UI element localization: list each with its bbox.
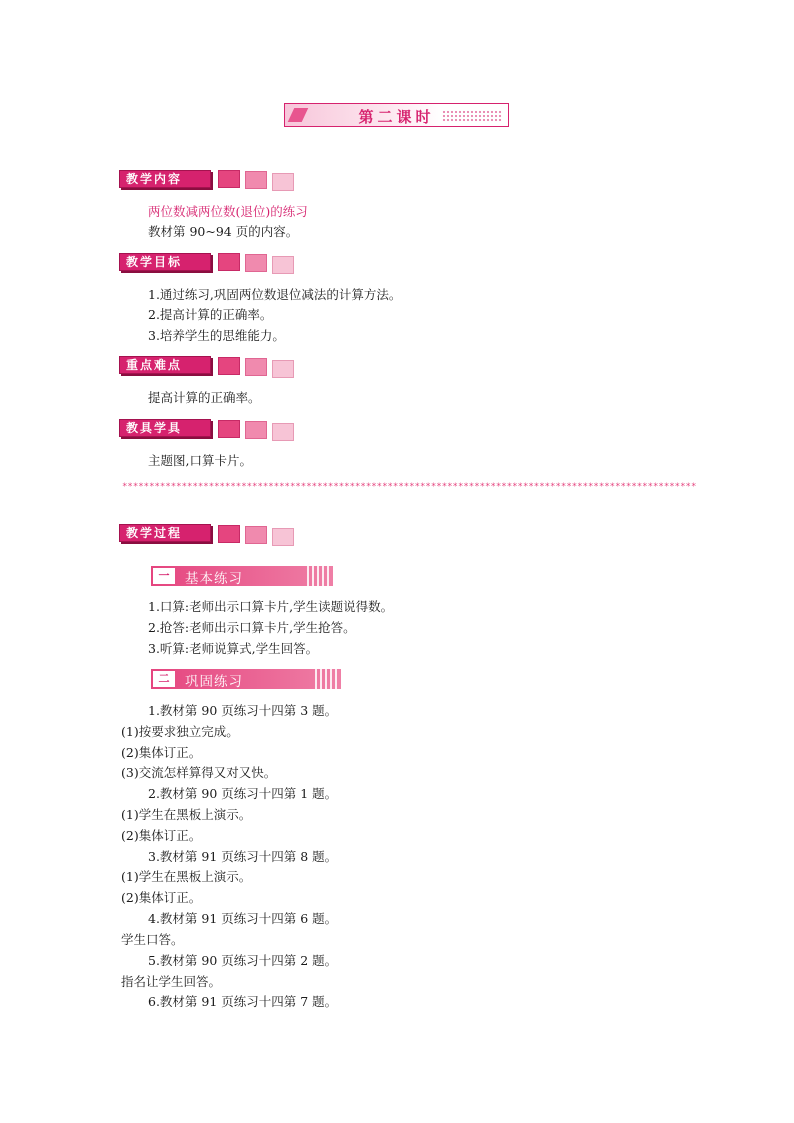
exercise-item: 4.教材第 91 页练习十四第 6 题。 xyxy=(148,911,338,926)
part-label: 巩固练习 xyxy=(185,674,243,690)
exercise-step: (1)学生在黑板上演示。 xyxy=(121,869,252,884)
exercise-item: 2.教材第 90 页练习十四第 1 题。 xyxy=(148,786,338,801)
part-header-stripes xyxy=(307,566,331,586)
section-header-square xyxy=(272,256,294,274)
part-header-basic-practice xyxy=(151,566,333,586)
section-header-square xyxy=(218,420,240,438)
part-header-stripes xyxy=(315,669,339,689)
lesson-title: 第二课时 xyxy=(358,108,435,126)
section-header-square xyxy=(218,357,240,375)
section-header-square xyxy=(245,254,267,272)
section-header-square xyxy=(218,253,240,271)
section-header-square xyxy=(272,423,294,441)
exercise-step: (2)集体订正。 xyxy=(121,890,202,905)
content-pages: 教材第 90~94 页的内容。 xyxy=(148,224,299,239)
exercise-item: 3.教材第 91 页练习十四第 8 题。 xyxy=(148,849,338,864)
exercise-step: (2)集体订正。 xyxy=(121,745,202,760)
part-label: 基本练习 xyxy=(185,571,243,587)
section-header-square xyxy=(272,173,294,191)
tools-text: 主题图,口算卡片。 xyxy=(148,453,252,468)
section-header-square xyxy=(245,358,267,376)
practice-item: 1.口算:老师出示口算卡片,学生读题说得数。 xyxy=(148,599,394,614)
section-header-square xyxy=(245,526,267,544)
section-divider: ********************************************************************************************************** xyxy=(122,482,697,490)
part-number: 二 xyxy=(153,671,175,687)
section-header-content: 教学内容 xyxy=(119,170,211,188)
exercise-item: 5.教材第 90 页练习十四第 2 题。 xyxy=(148,953,338,968)
goal-item: 2.提高计算的正确率。 xyxy=(148,307,273,322)
exercise-step: 指名让学生回答。 xyxy=(121,974,222,989)
exercise-step: (2)集体订正。 xyxy=(121,828,202,843)
goal-item: 3.培养学生的思维能力。 xyxy=(148,328,285,343)
exercise-item: 1.教材第 90 页练习十四第 3 题。 xyxy=(148,703,338,718)
exercise-step: (1)学生在黑板上演示。 xyxy=(121,807,252,822)
key-point-text: 提高计算的正确率。 xyxy=(148,390,261,405)
practice-item: 2.抢答:老师出示口算卡片,学生抢答。 xyxy=(148,620,356,635)
section-header-square xyxy=(272,528,294,546)
section-header-square xyxy=(272,360,294,378)
section-header-square xyxy=(218,525,240,543)
exercise-step: 学生口答。 xyxy=(121,932,184,947)
goal-item: 1.通过练习,巩固两位数退位减法的计算方法。 xyxy=(148,287,402,302)
exercise-item: 6.教材第 91 页练习十四第 7 题。 xyxy=(148,994,338,1009)
section-header-square xyxy=(218,170,240,188)
exercise-step: (1)按要求独立完成。 xyxy=(121,724,239,739)
exercise-step: (3)交流怎样算得又对又快。 xyxy=(121,765,277,780)
section-header-process: 教学过程 xyxy=(119,524,211,542)
content-topic: 两位数减两位数(退位)的练习 xyxy=(148,204,308,219)
section-header-goals: 教学目标 xyxy=(119,253,211,271)
lesson-title-banner xyxy=(284,103,509,127)
section-header-square xyxy=(245,421,267,439)
part-header-consolidation-practice xyxy=(151,669,341,689)
practice-item: 3.听算:老师说算式,学生回答。 xyxy=(148,641,319,656)
part-number: 一 xyxy=(153,568,175,584)
section-header-tools: 教具学具 xyxy=(119,419,211,437)
section-header-square xyxy=(245,171,267,189)
section-header-key-points: 重点难点 xyxy=(119,356,211,374)
